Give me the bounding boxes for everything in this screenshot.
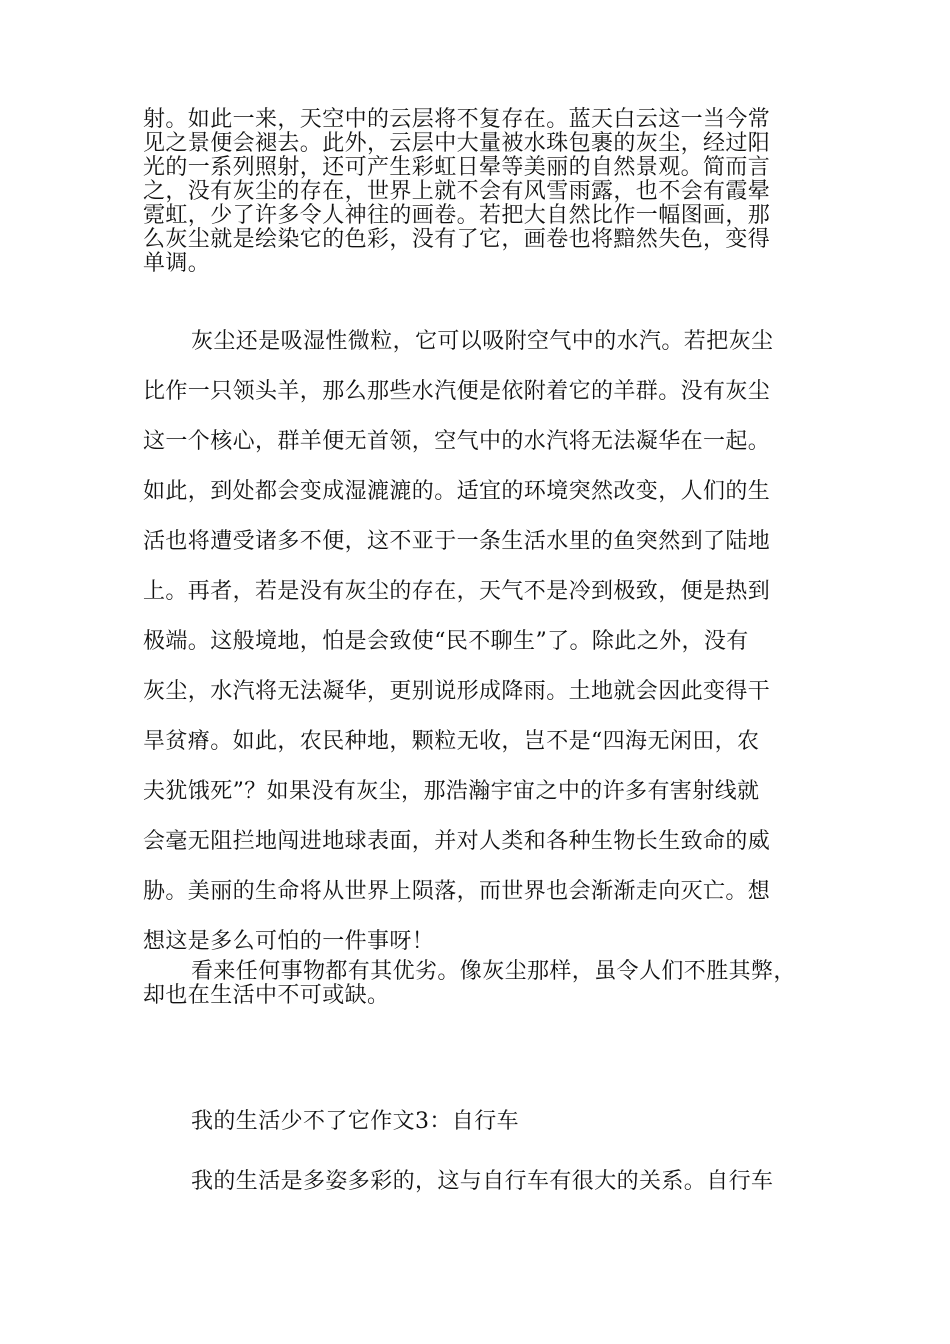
text-line: 这一个核心，群羊便无首领，空气中的水汽将无法凝华在一起。: [143, 429, 771, 454]
text-line: 之，没有灰尘的存在，世界上就不会有风雪雨露，也不会有霞晕: [143, 179, 771, 204]
text-line: 如此，到处都会变成湿漉漉的。适宜的环境突然改变，人们的生: [143, 479, 771, 504]
text-line: 么灰尘就是绘染它的色彩，没有了它，画卷也将黯然失色，变得: [143, 227, 771, 252]
text-line: 单调。: [143, 251, 211, 276]
paragraph-conclusion: [143, 960, 823, 1008]
text-line: 灰尘还是吸湿性微粒，它可以吸附空气中的水汽。若把灰尘: [191, 329, 774, 354]
paragraph-moisture: [143, 317, 823, 967]
text-line: 会毫无阻拦地闯进地球表面，并对人类和各种生物长生致命的威: [143, 829, 771, 854]
section-heading-text: 我的生活少不了它作文3：自行车: [191, 1109, 519, 1134]
text-line: 我的生活是多姿多彩的，这与自行车有很大的关系。自行车: [191, 1169, 774, 1194]
text-line: 灰尘，水汽将无法凝华，更别说形成降雨。土地就会因此变得干: [143, 679, 771, 704]
text-line: 却也在生活中不可或缺。: [143, 983, 390, 1008]
text-line: 射。如此一来，天空中的云层将不复存在。蓝天白云这一当今常: [143, 107, 771, 132]
text-line: 极端。这般境地，怕是会致使“民不聊生”了。除此之外，没有: [143, 629, 749, 654]
text-line: 霓虹，少了许多令人神往的画卷。若把大自然比作一幅图画，那: [143, 203, 771, 228]
text-line: 旱贫瘠。如此，农民种地，颗粒无收，岂不是“四海无闲田，农: [143, 729, 760, 754]
text-line: 上。再者，若是没有灰尘的存在，天气不是冷到极致，便是热到: [143, 579, 771, 604]
paragraph-bicycle-intro: [143, 1170, 823, 1194]
text-line: 胁。美丽的生命将从世界上陨落，而世界也会渐渐走向灭亡。想: [143, 879, 771, 904]
paragraph-rainbow-clouds: [143, 108, 823, 276]
text-line: 比作一只领头羊，那么那些水汽便是依附着它的羊群。没有灰尘: [143, 379, 771, 404]
text-line: 看来任何事物都有其优劣。像灰尘那样，虽令人们不胜其弊，: [191, 959, 796, 984]
text-line: 想这是多么可怕的一件事呀！: [143, 929, 435, 954]
section-heading: [143, 1110, 823, 1134]
text-line: 见之景便会褪去。此外，云层中大量被水珠包裹的灰尘，经过阳: [143, 131, 771, 156]
text-line: 活也将遭受诸多不便，这不亚于一条生活水里的鱼突然到了陆地: [143, 529, 771, 554]
text-line: 夫犹饿死”？如果没有灰尘，那浩瀚宇宙之中的许多有害射线就: [143, 779, 760, 804]
text-line: 光的一系列照射，还可产生彩虹日晕等美丽的自然景观。简而言: [143, 155, 771, 180]
